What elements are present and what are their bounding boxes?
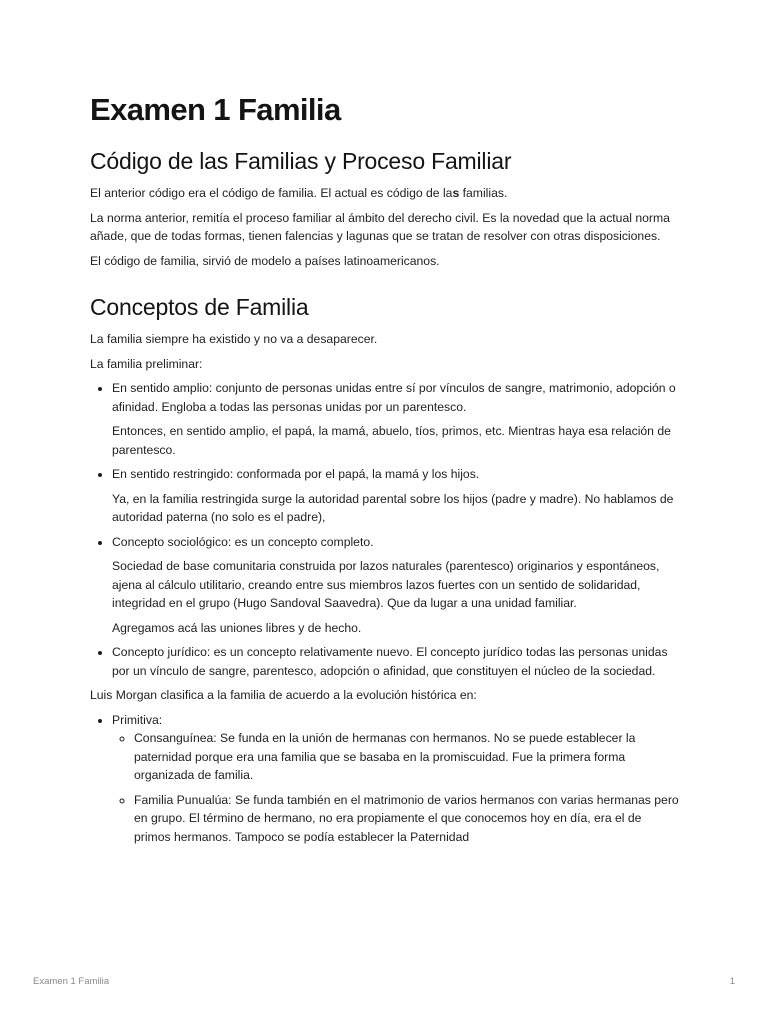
- list-item-note: Agregamos acá las uniones libres y de hecho.: [112, 620, 362, 635]
- list-item: • Concepto jurídico: es un concepto relativamente nuevo. El concepto jurídico todas las personas unidas por un vínculo de sangre, parentesco, adopción o afinidad, que constituyen el núcleo de la sociedad.: [112, 643, 680, 680]
- section-heading-conceptos: Conceptos de Familia: [90, 294, 309, 320]
- document-title: Examen 1 Familia: [90, 92, 341, 127]
- paragraph: La norma anterior, remitía el proceso familiar al ámbito del derecho civil. Es la novedad que la actual norma añade, que de todas formas, tienen falencias y lagunas que se tratan de resolver con otras disposiciones.: [90, 210, 670, 243]
- list-item: • En sentido amplio: conjunto de personas unidas entre sí por vínculos de sangre, matrimonio, adopción o afinidad. Engloba a todas las personas unidas por un parentesco. Entonces, en sentido amplio, el papá, la mamá, abuelo, tíos, primos, etc. Mientras haya esa relación de parentesco.: [112, 379, 680, 459]
- list-item: • En sentido restringido: conformada por el papá, la mamá y los hijos. Ya, en la familia restringida surge la autoridad parental sobre los hijos (padre y madre). No hablamos de autoridad paterna (no solo es el padre),: [112, 465, 680, 527]
- list-item: • Concepto sociológico: es un concepto completo. Sociedad de base comunitaria construida por lazos naturales (parentesco) originarios y espontáneos, ajena al cálculo utilitario, creando entre sus miembros lazos fuertes con un sentido de solidaridad, integridad en el grupo (Hugo Sandoval Saavedra). Que da lugar a una unidad familiar. Agregamos acá las uniones libres y de hecho.: [112, 533, 680, 638]
- paragraph: El código de familia, sirvió de modelo a países latinoamericanos.: [90, 253, 440, 268]
- morgan-list: [90, 711, 680, 847]
- concept-list: [90, 379, 680, 680]
- section-heading-codigo: Código de las Familias y Proceso Familiar: [90, 148, 512, 174]
- nested-list-item: ◦ Familia Punualúa: Se funda también en el matrimonio de varios hermanos con varias hermanas pero en grupo. El término de hermano, no era propiamente el que conocemos hoy en día, era el de primos hermanos. Tampoco se podía establecer la Paternidad: [134, 791, 680, 847]
- page-number: 1: [729, 976, 735, 987]
- nested-list-item: ◦ Consanguínea: Se funda en la unión de hermanas con hermanos. No se puede establecer la paternidad porque era una familia que se basaba en la promiscuidad. Fue la primera forma organizada de familia.: [134, 729, 680, 785]
- list-item: • Primitiva: ◦ Consanguínea: Se funda en la unión de hermanas con hermanos. No se puede establecer la paternidad porque era una familia que se basaba en la promiscuidad. Fue la primera forma organizada de familia. ◦ Familia Punualúa: Se funda también en el matrimonio de varios hermanos con varias hermanas pero en grupo. El término de hermano, no era propiamente el que conocemos hoy en día, era el de primos hermanos. Tampoco se podía establecer la Paternidad: [112, 711, 680, 847]
- footer-title: Examen 1 Familia: [33, 976, 110, 987]
- paragraph: La familia preliminar:: [90, 356, 203, 371]
- document-page: [90, 92, 680, 852]
- list-item-note: Entonces, en sentido amplio, el papá, la mamá, abuelo, tíos, primos, etc. Mientras haya esa relación de parentesco.: [112, 424, 671, 457]
- paragraph: El anterior código era el código de familia. El actual es código de las familias.: [90, 186, 508, 200]
- paragraph: Luis Morgan clasifica a la familia de acuerdo a la evolución histórica en:: [90, 688, 477, 702]
- list-item-note: Sociedad de base comunitaria construida por lazos naturales (parentesco) originarios y espontáneos, ajena al cálculo utilitario, creando entre sus miembros lazos fuertes con un sentido de solidaridad, integridad en el grupo (Hugo Sandoval Saavedra). Que da lugar a una unidad familiar.: [112, 559, 660, 610]
- nested-list: [112, 729, 680, 846]
- paragraph: La familia siempre ha existido y no va a desaparecer.: [90, 332, 378, 346]
- list-item-note: Ya, en la familia restringida surge la autoridad parental sobre los hijos (padre y madre). No hablamos de autoridad paterna (no solo es el padre),: [112, 491, 674, 524]
